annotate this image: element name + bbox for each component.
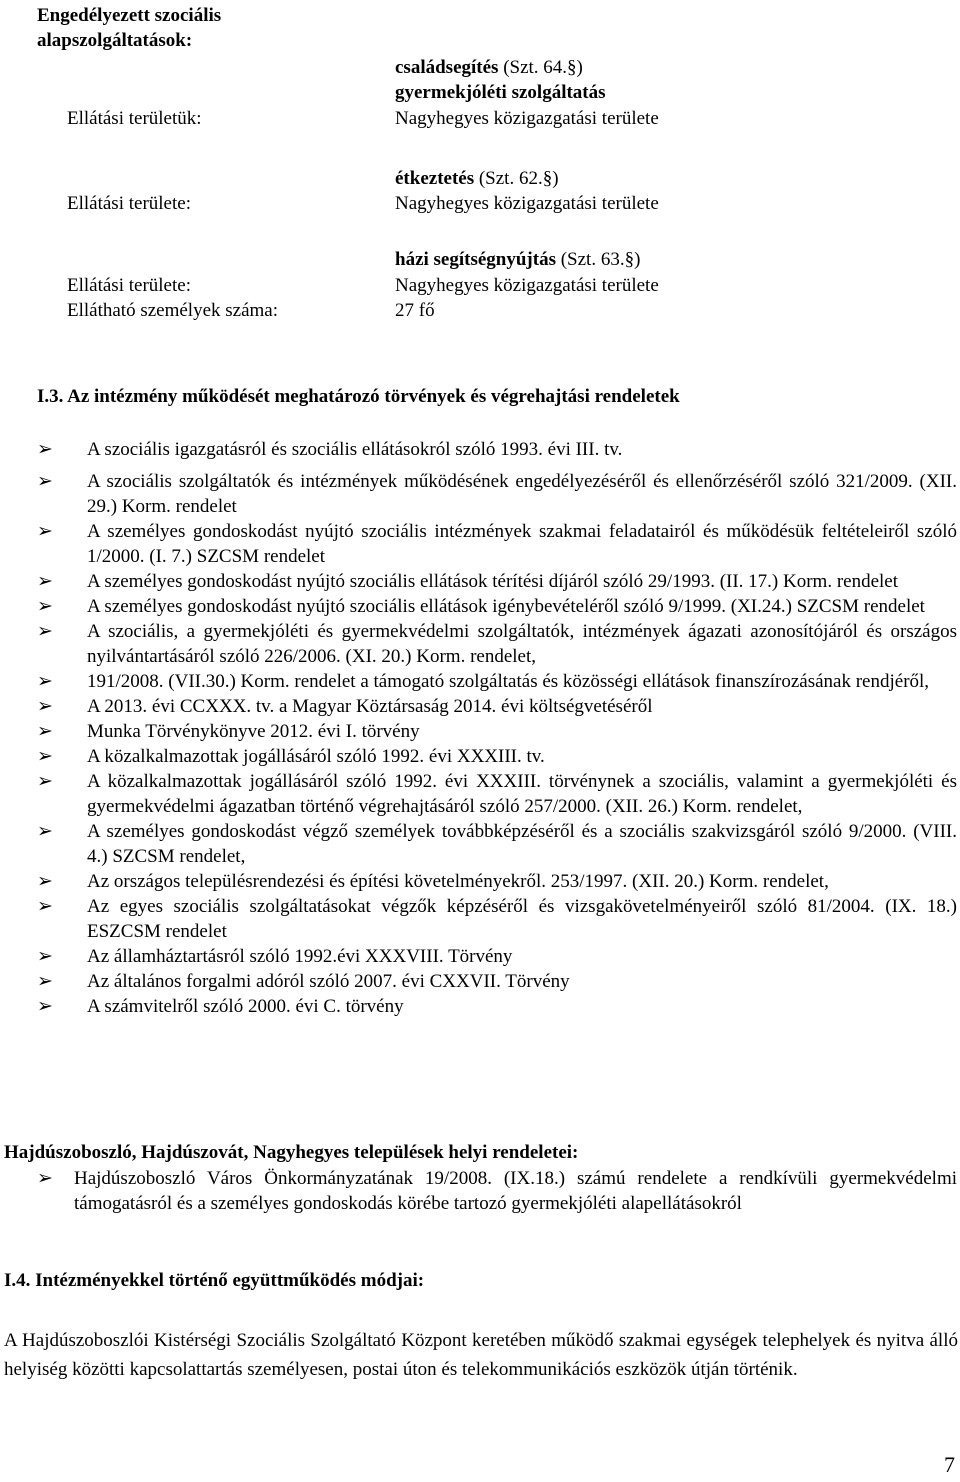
list-item-text: A közalkalmazottak jogállásáról szóló 1992. évi XXXIII. tv.	[87, 746, 545, 767]
arrow-bullet-icon: ➢	[37, 971, 53, 992]
list-item	[37, 1166, 957, 1216]
list-item	[37, 869, 957, 894]
service-1-area-value: Nagyhegyes közigazgatási területe	[395, 108, 659, 129]
arrow-bullet-icon: ➢	[37, 596, 53, 617]
local-regulations-list	[37, 1166, 957, 1216]
service-1	[395, 55, 583, 80]
service-2-name: étkeztetés	[395, 168, 475, 189]
service-3-area-value: Nagyhegyes közigazgatási területe	[395, 275, 659, 296]
service-3-ref: (Szt. 63.§)	[555, 249, 641, 270]
arrow-bullet-icon: ➢	[37, 746, 53, 767]
list-item	[37, 819, 957, 869]
list-item	[37, 669, 957, 694]
service-3-count-label: Ellátható személyek száma:	[67, 300, 279, 321]
list-item	[37, 519, 957, 569]
list-item-text: A közalkalmazottak jogállásáról szóló 1992. évi XXXIII. törvénynek a szociális, valamint a gyermekjóléti és gyermekvédelmi ágazatban történő végrehajtásáról szóló 257/2000. (XII. 26.) Korm. rendelet,	[87, 771, 957, 817]
list-item-text: Az általános forgalmi adóról szóló 2007. évi CXXVII. Törvény	[87, 971, 570, 992]
arrow-bullet-icon: ➢	[37, 871, 53, 892]
title-line-2: alapszolgáltatások:	[37, 30, 193, 51]
list-item	[37, 994, 957, 1019]
list-item-text: A személyes gondoskodást nyújtó szociális ellátások térítési díjáról szóló 29/1993. (II. 17.) Korm. rendelet	[87, 571, 899, 592]
list-item	[37, 594, 957, 619]
service-2-ref: (Szt. 62.§)	[474, 168, 559, 189]
arrow-bullet-icon: ➢	[37, 671, 53, 692]
list-item	[37, 569, 957, 594]
service-1-area-label: Ellátási területük:	[67, 108, 202, 129]
section-4-heading	[4, 1268, 424, 1293]
section-3-heading	[37, 384, 680, 409]
list-item-text: A szociális szolgáltatók és intézmények működésének engedélyezéséről és ellenőrzéséről szóló 321/2009. (XII. 29.) Korm. rendelet	[87, 471, 957, 517]
list-item	[37, 769, 957, 819]
list-item-text: A személyes gondoskodást nyújtó szociális intézmények szakmai feladatairól és működésük feltételeiről szóló 1/2000. (I. 7.) SZCSM rendelet	[87, 521, 957, 567]
list-item-text: 191/2008. (VII.30.) Korm. rendelet a támogató szolgáltatás és közösségi ellátások finanszírozásának rendjéről,	[87, 671, 930, 692]
service-1b	[395, 80, 606, 105]
arrow-bullet-icon: ➢	[37, 1168, 53, 1189]
list-item-text: A személyes gondoskodást végző személyek továbbképzéséről és a szociális szakvizsgáról szóló 9/2000. (VIII. 4.) SZCSM rendelet,	[87, 821, 957, 867]
list-item	[37, 894, 957, 944]
service-3	[395, 247, 640, 272]
list-item	[37, 619, 957, 669]
local-regulations-heading	[4, 1140, 578, 1165]
list-item-text: A 2013. évi CCXXX. tv. a Magyar Köztársaság 2014. évi költségvetéséről	[87, 696, 653, 717]
list-item	[37, 719, 957, 744]
service-1b-name: gyermekjóléti szolgáltatás	[395, 82, 606, 103]
arrow-bullet-icon: ➢	[37, 896, 53, 917]
arrow-bullet-icon: ➢	[37, 996, 53, 1017]
arrow-bullet-icon: ➢	[37, 771, 53, 792]
arrow-bullet-icon: ➢	[37, 821, 53, 842]
laws-list	[37, 437, 957, 1019]
service-2	[395, 166, 559, 191]
section-3-heading-text: I.3. Az intézmény működését meghatározó törvények és végrehajtási rendeletek	[37, 386, 680, 407]
arrow-bullet-icon: ➢	[37, 471, 53, 492]
section-4-paragraph: A Hajdúszoboszlói Kistérségi Szociális Szolgáltató Központ keretében működő szakmai egységek telephelyek és nyitva álló helyiség közötti kapcsolattartás személyesen, postai úton és telekommunikációs eszközök útján történik.	[4, 1330, 958, 1380]
service-2-area-value: Nagyhegyes közigazgatási területe	[395, 193, 659, 214]
section-title	[37, 3, 221, 28]
section-title-cont	[37, 28, 192, 53]
list-item	[37, 744, 957, 769]
arrow-bullet-icon: ➢	[37, 621, 53, 642]
service-3-name: házi segítségnyújtás	[395, 249, 556, 270]
list-item-text: Az egyes szociális szolgáltatásokat végzők képzéséről és vizsgakövetelményeiről szóló 81/2004. (IX. 18.) ESZCSM rendelet	[87, 896, 957, 942]
service-2-area-label: Ellátási területe:	[67, 193, 191, 214]
list-item	[37, 944, 957, 969]
list-item-text: Hajdúszoboszló Város Önkormányzatának 19/2008. (IX.18.) számú rendelete a rendkívüli gyermekvédelmi támogatásról és a személyes gondoskodás körébe tartozó gyermekjóléti alapellátásokról	[74, 1168, 957, 1214]
arrow-bullet-icon: ➢	[37, 946, 53, 967]
list-item-text: Az államháztartásról szóló 1992.évi XXXVIII. Törvény	[87, 946, 513, 967]
list-item-text: Az országos településrendezési és építési követelményekről. 253/1997. (XII. 20.) Korm. rendelet,	[87, 871, 829, 892]
list-item	[37, 469, 957, 519]
arrow-bullet-icon: ➢	[37, 696, 53, 717]
title-line-1: Engedélyezett szociális	[37, 5, 222, 26]
arrow-bullet-icon: ➢	[37, 439, 53, 460]
service-1-ref: (Szt. 64.§)	[498, 57, 583, 78]
arrow-bullet-icon: ➢	[37, 521, 53, 542]
service-3-area-label: Ellátási területe:	[67, 275, 191, 296]
service-3-count-value: 27 fő	[395, 300, 435, 321]
list-item-text: Munka Törvénykönyve 2012. évi I. törvény	[87, 721, 420, 742]
list-item-text: A számvitelről szóló 2000. évi C. törvény	[87, 996, 404, 1017]
section-4-heading-text: I.4. Intézményekkel történő együttműködés módjai:	[4, 1270, 425, 1291]
list-item	[37, 969, 957, 994]
arrow-bullet-icon: ➢	[37, 721, 53, 742]
list-item	[37, 437, 957, 462]
list-item	[37, 694, 957, 719]
arrow-bullet-icon: ➢	[37, 571, 53, 592]
page-number: 7	[944, 1452, 955, 1477]
list-item-text: A személyes gondoskodást nyújtó szociális ellátások igénybevételéről szóló 9/1999. (XI.24.) SZCSM rendelet	[87, 596, 925, 617]
list-item-text: A szociális, a gyermekjóléti és gyermekvédelmi szolgáltatók, intézmények ágazati azonosítójáról és országos nyilvántartásáról szóló 226/2006. (XI. 20.) Korm. rendelet,	[87, 621, 957, 667]
list-item-text: A szociális igazgatásról és szociális ellátásokról szóló 1993. évi III. tv.	[87, 439, 623, 460]
service-1-name: családsegítés	[395, 57, 499, 78]
local-regulations-heading-text: Hajdúszoboszló, Hajdúszovát, Nagyhegyes települések helyi rendeletei:	[4, 1142, 579, 1163]
